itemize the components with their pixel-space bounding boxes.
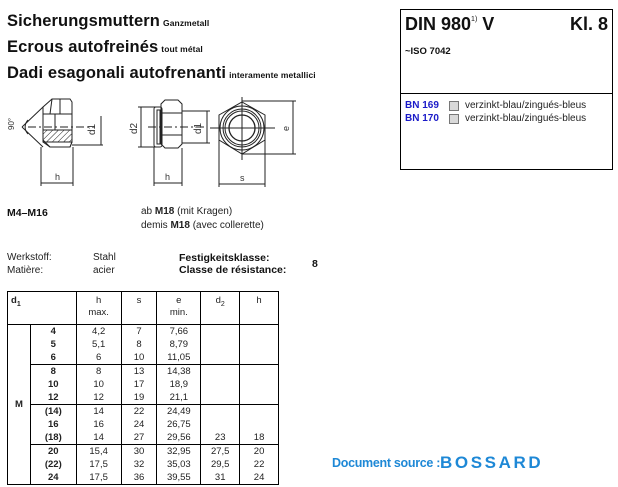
title-italian-sub: interamente metallici <box>229 70 316 80</box>
cell-s: 10 <box>121 351 157 365</box>
variant-row <box>405 100 586 111</box>
cell-d1: 10 <box>30 378 76 391</box>
caption-m18-de <box>141 206 232 217</box>
cell-d1: 16 <box>30 418 76 431</box>
cell-d2 <box>201 405 240 419</box>
side-view-drawing-m4-m16 <box>22 99 103 186</box>
cell-e: 8,79 <box>157 338 201 351</box>
variant-code: BN 169 <box>405 100 439 111</box>
d2-label: d2 <box>129 122 140 134</box>
variant-code: BN 170 <box>405 113 439 124</box>
box-divider <box>401 93 612 94</box>
cell-s: 19 <box>121 391 157 405</box>
table-row <box>8 445 279 459</box>
cell-d1: (18) <box>30 431 76 445</box>
cell-s: 8 <box>121 338 157 351</box>
table-row <box>8 458 279 471</box>
d1-label: d1 <box>87 123 98 135</box>
cell-e: 21,1 <box>157 391 201 405</box>
title-french-sub: tout métal <box>161 44 203 54</box>
din-footnote: 1) <box>471 16 478 23</box>
cell-s: 22 <box>121 405 157 419</box>
cell-h: 8 <box>76 365 121 379</box>
cell-d2 <box>201 365 240 379</box>
cell-e: 14,38 <box>157 365 201 379</box>
header-h-max <box>76 292 121 325</box>
standard-box <box>400 9 613 170</box>
header-d2-text: d <box>215 295 221 306</box>
table-row <box>8 338 279 351</box>
cell-d1: 20 <box>30 445 76 459</box>
cell-e: 26,75 <box>157 418 201 431</box>
iso-equivalent: ~ISO 7042 <box>405 46 451 57</box>
cell-h: 17,5 <box>76 458 121 471</box>
title-german-main: Sicherungsmuttern <box>7 12 160 30</box>
title-french <box>7 38 203 57</box>
cell-h2: 22 <box>240 458 279 471</box>
strength-class-value: 8 <box>312 258 318 270</box>
cell-d2: 27,5 <box>201 445 240 459</box>
caption-m18-fr-bold: M18 <box>170 220 190 231</box>
header-h-collar: h <box>240 292 279 325</box>
strength-class-label-fr: Classe de résistance: <box>179 264 287 276</box>
variant-finish: verzinkt-blau/zingués-bleus <box>465 113 587 124</box>
title-german <box>7 12 209 31</box>
header-h-sub: max. <box>88 307 109 318</box>
cell-h2 <box>240 325 279 339</box>
cell-d2 <box>201 418 240 431</box>
header-h: h <box>95 295 102 306</box>
variant-checkbox[interactable] <box>449 101 459 111</box>
caption-m18-de-post: (mit Kragen) <box>177 206 233 217</box>
cell-h2 <box>240 405 279 419</box>
header-e: e <box>176 295 182 306</box>
cell-s: 30 <box>121 445 157 459</box>
cell-d2 <box>201 378 240 391</box>
table-row <box>8 325 279 339</box>
cell-h2: 20 <box>240 445 279 459</box>
caption-m18-fr-post: (avec collerette) <box>192 220 264 231</box>
title-italian <box>7 64 316 83</box>
cell-d2 <box>201 351 240 365</box>
cell-d2 <box>201 325 240 339</box>
caption-m18-de-pre: ab <box>141 206 153 217</box>
cell-h2 <box>240 338 279 351</box>
cell-h2 <box>240 418 279 431</box>
angle-label: 90° <box>7 117 16 130</box>
header-d1 <box>8 292 77 325</box>
cell-h: 14 <box>76 405 121 419</box>
cell-h: 6 <box>76 351 121 365</box>
cell-h2 <box>240 351 279 365</box>
table-row <box>8 471 279 485</box>
thread-prefix-m: M <box>14 399 23 410</box>
cell-h2 <box>240 378 279 391</box>
cell-d1: 4 <box>30 325 76 339</box>
header-e-sub: min. <box>169 307 188 318</box>
caption-m18-de-bold: M18 <box>154 206 175 217</box>
cell-e: 39,55 <box>157 471 201 485</box>
cell-d1: 8 <box>30 365 76 379</box>
variant-finish: verzinkt-blau/zingués-bleus <box>465 100 587 111</box>
material-value-fr: acier <box>93 265 115 276</box>
table-header <box>8 292 279 325</box>
cell-d1: (22) <box>30 458 76 471</box>
cell-d1: (14) <box>30 405 76 419</box>
title-italian-main: Dadi esagonali autofrenanti <box>7 64 227 82</box>
cell-h: 14 <box>76 431 121 445</box>
cell-h: 12 <box>76 391 121 405</box>
cell-s: 36 <box>121 471 157 485</box>
din-standard <box>405 14 494 35</box>
top-view-hex-drawing <box>210 97 296 187</box>
header-s: s <box>121 292 157 325</box>
table-row <box>8 405 279 419</box>
cell-h: 16 <box>76 418 121 431</box>
cell-h2: 18 <box>240 431 279 445</box>
caption-m4-m16: M4–M16 <box>7 207 48 219</box>
header-d2 <box>201 292 240 325</box>
table-row <box>8 365 279 379</box>
material-label-de: Werkstoff: <box>7 252 52 263</box>
cell-s: 32 <box>121 458 157 471</box>
cell-e: 11,05 <box>157 351 201 365</box>
cell-d2 <box>201 338 240 351</box>
table-row <box>8 378 279 391</box>
d1-label-collar: d1 <box>193 122 204 134</box>
cell-e: 18,9 <box>157 378 201 391</box>
cell-e: 29,56 <box>157 431 201 445</box>
cell-h2: 24 <box>240 471 279 485</box>
header-d1-text: d <box>11 295 17 306</box>
din-number: DIN 980 <box>405 14 472 34</box>
material-value-de: Stahl <box>93 252 116 263</box>
cell-d1: 5 <box>30 338 76 351</box>
strength-class: Kl. 8 <box>569 14 608 34</box>
title-german-sub: Ganzmetall <box>162 18 210 28</box>
caption-m18-fr-pre: demis <box>141 220 168 231</box>
variant-checkbox[interactable] <box>449 114 459 124</box>
h-label: h <box>55 172 61 182</box>
header-d1-sub: 1 <box>16 300 21 308</box>
cell-h: 17,5 <box>76 471 121 485</box>
cell-d1: 12 <box>30 391 76 405</box>
cell-h: 5,1 <box>76 338 121 351</box>
material-label-fr: Matière: <box>7 265 44 276</box>
side-view-drawing-m18 <box>138 100 210 186</box>
caption-m18-fr <box>141 220 264 231</box>
header-d2-sub: 2 <box>220 300 225 308</box>
cell-h: 10 <box>76 378 121 391</box>
cell-s: 24 <box>121 418 157 431</box>
table-row <box>8 431 279 445</box>
cell-e: 24,49 <box>157 405 201 419</box>
header-e-min <box>157 292 201 325</box>
h-label-collar: h <box>165 172 171 182</box>
cell-s: 7 <box>121 325 157 339</box>
bossard-logo: BOSSARD <box>440 453 544 472</box>
e-label: e <box>281 125 291 131</box>
document-source-label: Document source : <box>332 456 441 470</box>
cell-d1: 24 <box>30 471 76 485</box>
table-row <box>8 418 279 431</box>
cell-e: 35,03 <box>157 458 201 471</box>
cell-s: 17 <box>121 378 157 391</box>
cell-d2: 23 <box>201 431 240 445</box>
cell-s: 13 <box>121 365 157 379</box>
cell-d2 <box>201 391 240 405</box>
cell-s: 27 <box>121 431 157 445</box>
table-row <box>8 391 279 405</box>
cell-d2: 31 <box>201 471 240 485</box>
cell-d2: 29,5 <box>201 458 240 471</box>
cell-h: 15,4 <box>76 445 121 459</box>
cell-h: 4,2 <box>76 325 121 339</box>
cell-d1: 6 <box>30 351 76 365</box>
title-french-main: Ecrous autofreinés <box>7 38 159 56</box>
din-suffix: V <box>482 14 495 34</box>
cell-h2 <box>240 365 279 379</box>
cell-h2 <box>240 391 279 405</box>
strength-class-label-de: Festigkeitsklasse: <box>179 252 270 264</box>
cell-e: 7,66 <box>157 325 201 339</box>
table-row <box>8 351 279 365</box>
s-label: s <box>240 173 245 183</box>
variant-row <box>405 113 586 124</box>
dimensions-table <box>7 291 279 485</box>
cell-e: 32,95 <box>157 445 201 459</box>
